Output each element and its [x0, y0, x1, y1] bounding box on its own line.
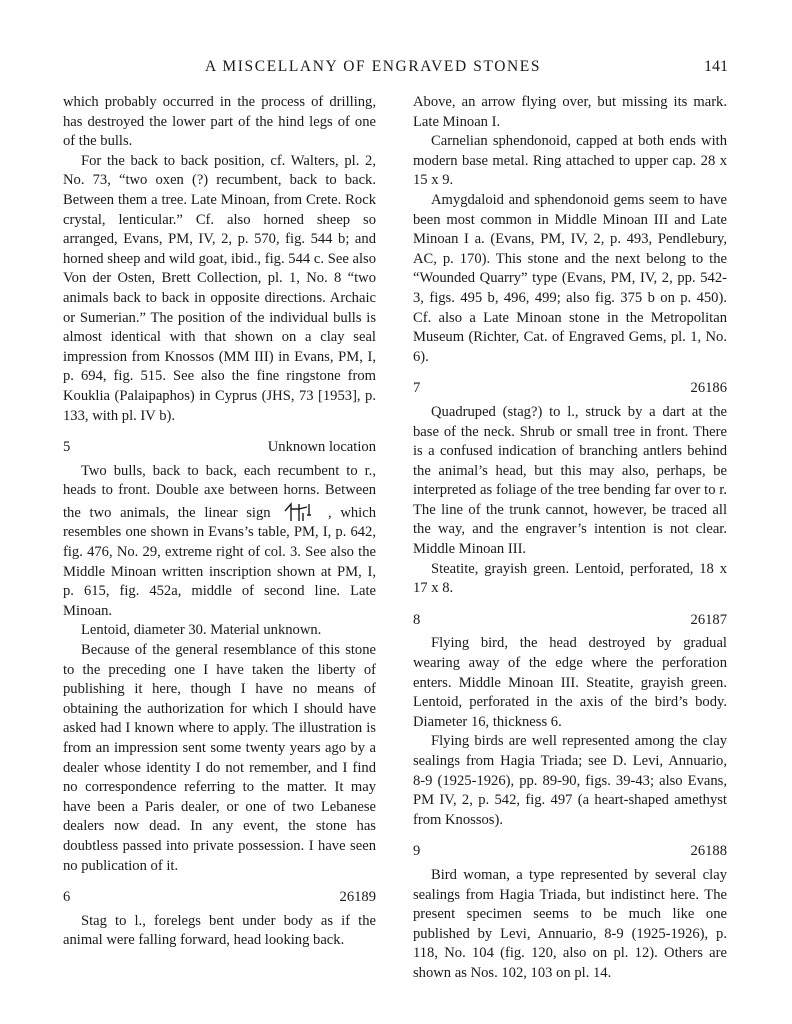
paragraph: Carnelian sphendonoid, capped at both ends with modern base metal. Ring attached to upper cap. 28 x 15 x 9. [413, 133, 727, 189]
entry-number: 8 [413, 611, 421, 628]
entry-number: 7 [413, 380, 421, 397]
entry-6-heading [63, 888, 376, 908]
left-column [63, 93, 376, 951]
right-column [413, 93, 727, 984]
paragraph: Because of the general resemblance of this stone to the preceding one I have taken the liberty of publishing it here, though I have no means of obtaining the authorization for which I should have asked had I known where to apply. The illustration is from an impression sent some twenty years ago by a dealer whose identity I do not remember, and I find no correspondence referring to the matter. It may have been a Paris dealer, or one of two Lebanese dealers now dead. In any event, the stone has doubtless passed into private possession. I have seen no publication of it. [63, 642, 376, 874]
paragraph [63, 462, 376, 622]
paragraph: Amygdaloid and sphendonoid gems seem to have been most common in Middle Minoan III and Late Minoan I a. (Evans, PM, IV, 2, p. 493, Pendlebury, AC, p. 170). This stone and the next belong to the “Wounded Quarry” type (Evans, PM, IV, 2, pp. 542-3, figs. 495 b, 496, 499; also fig. 375 b on p. 450). Cf. also a Late Minoan stone in the Metropolitan Museum (Richter, Cat. of Engraved Gems, pl. 1, No. 6). [413, 191, 727, 365]
entry-id: 26189 [339, 889, 376, 906]
entry-number: 6 [63, 889, 71, 906]
entry-number: 5 [63, 439, 71, 456]
page-number: 141 [704, 58, 728, 75]
running-title: A MISCELLANY OF ENGRAVED STONES [205, 58, 542, 75]
entry-5-heading [63, 438, 376, 458]
text-span: Two bulls, back to back, each recumbent to r., heads to front. Double axe between horns. Between the two animals, the linear sign [63, 462, 376, 521]
paragraph: Bird woman, a type represented by several clay sealings from Hagia Triada, but indistinct here. The present specimen seems to be much like one published by Levi, Annuario, 8-9 (1925-1926), p. 118, No. 104 (fig. 120, also on pl. 12). Others are shown as Nos. 102, 103 on pl. 14. [413, 866, 727, 981]
paragraph: which probably occurred in the process of drilling, has destroyed the lower part of the hind legs of one of the bulls. [63, 94, 376, 150]
entry-8-heading [413, 611, 727, 631]
entry-location: Unknown location [267, 439, 376, 456]
entry-id: 26186 [690, 380, 727, 397]
text-span: , which resembles one shown in Evans’s table, PM, I, p. 642, fig. 476, No. 29, extreme right of col. 3. See also the Middle Minoan written inscription shown at PM, I, p. 615, fig. 452a, middle of second line. Late Minoan. [63, 504, 377, 619]
entry-id: 26188 [690, 843, 727, 860]
running-head [0, 58, 792, 82]
entry-9-heading [413, 842, 727, 862]
paragraph: Stag to l., forelegs bent under body as if the animal were falling forward, head looking back. [63, 912, 376, 949]
entry-number: 9 [413, 843, 421, 860]
entry-7-heading [413, 379, 727, 399]
paragraph: Steatite, grayish green. Lentoid, perforated, 18 x 17 x 8. [413, 560, 727, 597]
paragraph: Above, an arrow flying over, but missing its mark. Late Minoan I. [413, 94, 727, 130]
paragraph: For the back to back position, cf. Walters, pl. 2, No. 73, “two oxen (?) recumbent, back to back. Between them a tree. Late Minoan, from Crete. Rock crystal, lenticular.” Cf. also horned sheep so arranged, Evans, PM, IV, 2, p. 570, fig. 544 b; and horned sheep and wild goat, ibid., fig. 544 c. See also Von der Osten, Brett Collection, pl. 1, No. 8 “two animals back to back in opposite directions. Archaic or Sumerian.” The position of the individual bulls is almost identical with that shown on a clay seal impression from Knossos (MM III) in Evans, PM, I, p. 694, fig. 515. See also the fine ringstone from Kouklia (Palaipaphos) in Cyprus (JHS, 73 [1953], p. 133, with pl. IV b). [63, 152, 376, 424]
paragraph: Flying birds are well represented among the clay sealings from Hagia Triada; see D. Levi, Annuario, 8-9 (1925-1926), pp. 89-90, figs. 39-43; also Evans, PM IV, 2, p. 542, fig. 497 (a heart-shaped amethyst from Knossos). [413, 733, 727, 828]
paragraph: Lentoid, diameter 30. Material unknown. [81, 622, 322, 639]
paragraph: Quadruped (stag?) to l., struck by a dart at the base of the neck. Shrub or small tree in front. There is a confused indication of branching antlers behind the animal’s head, but this may also, perhaps, be interpreted as foliage of the tree bending far over to r. The line of the trunk cannot, however, be traced all the way, and the engraver’s intention is not clear. Middle Minoan III. [413, 403, 727, 558]
entry-id: 26187 [690, 611, 727, 628]
linear-sign-icon [279, 501, 319, 523]
paragraph: Flying bird, the head destroyed by gradual wearing away of the edge where the perforation enters. Middle Minoan III. Steatite, grayish green. Lentoid, perforated in the axis of the bird’s body. Diameter 16, thickness 6. [413, 635, 727, 730]
